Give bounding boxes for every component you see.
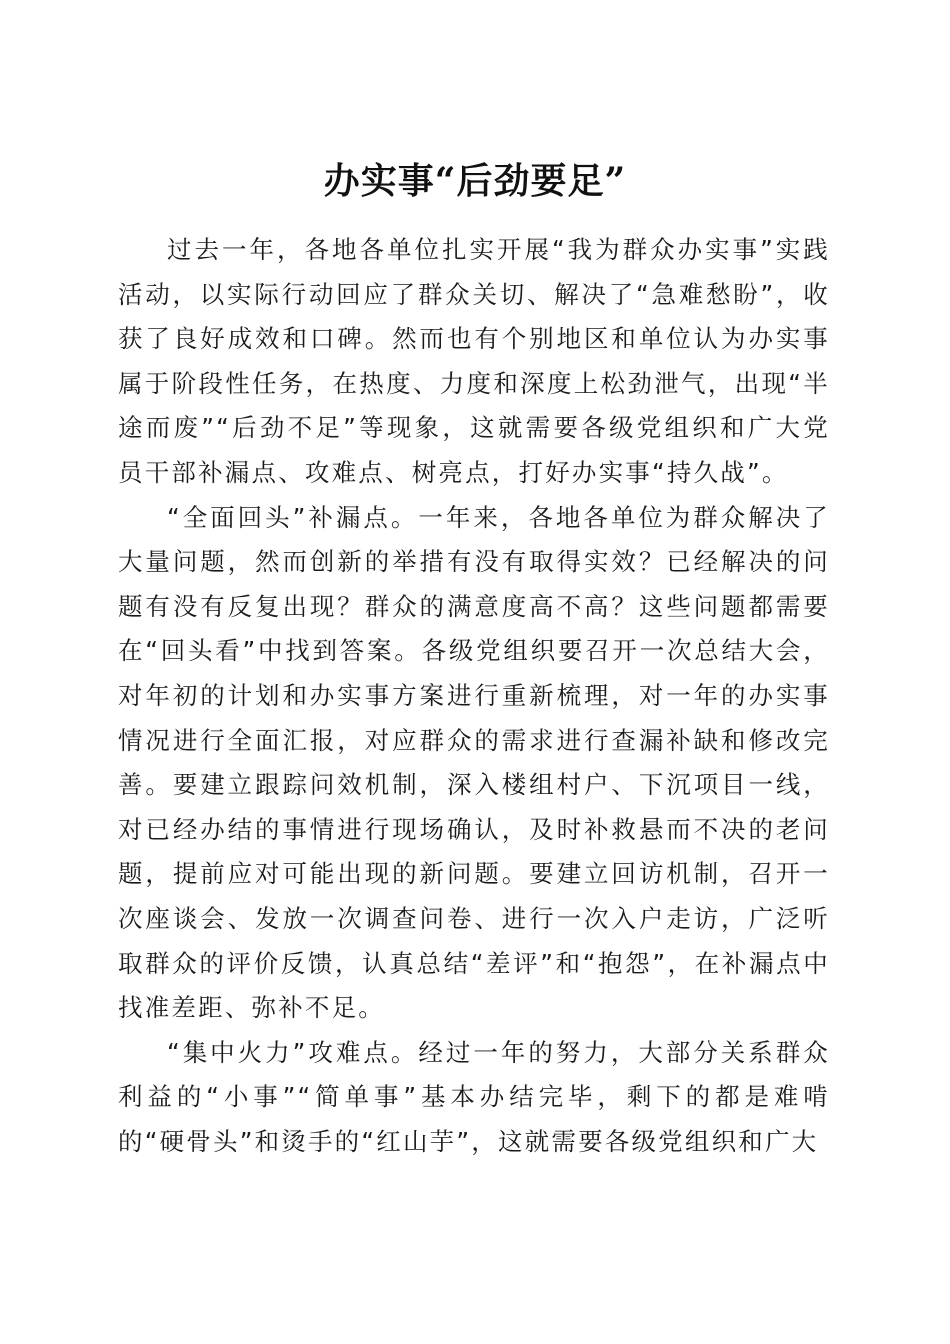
paragraph-fill-gaps: “全面回头”补漏点。一年来，各地各单位为群众解决了大量问题，然而创新的举措有没有取得实效？已经解决的问题有没有反复出现？群众的满意度高不高？这些问题都需要在“回头看”中找到答案。各级党组织要召开一次总结大会，对年初的计划和办实事方案进行重新梳理，对一年的办实事情况进行全面汇报，对应群众的需求进行查漏补缺和修改完善。要建立跟踪问效机制，深入楼组村户、下沉项目一线，对已经办结的事情进行现场确认，及时补救悬而不决的老问题，提前应对可能出现的新问题。要建立回访机制，召开一次座谈会、发放一次调查问卷、进行一次入户走访，广泛听取群众的评价反馈，认真总结“差评”和“抱怨”，在补漏点中找准差距、弥补不足。 <box>118 502 830 1023</box>
document-body <box>118 228 830 1164</box>
document-title: 办实事“后劲要足” <box>323 160 627 203</box>
paragraph-tackle-difficulties: “集中火力”攻难点。经过一年的努力，大部分关系群众利益的“小事”“简单事”基本办结完毕，剩下的都是难啃的“硬骨头”和烫手的“红山芋”，这就需要各级党组织和广大 <box>118 1037 830 1156</box>
paragraph-intro: 过去一年，各地各单位扎实开展“我为群众办实事”实践活动，以实际行动回应了群众关切、解决了“急难愁盼”，收获了良好成效和口碑。然而也有个别地区和单位认为办实事属于阶段性任务，在热度、力度和深度上松劲泄气，出现“半途而废”“后劲不足”等现象，这就需要各级党组织和广大党员干部补漏点、攻难点、树亮点，打好办实事“持久战”。 <box>118 235 830 487</box>
